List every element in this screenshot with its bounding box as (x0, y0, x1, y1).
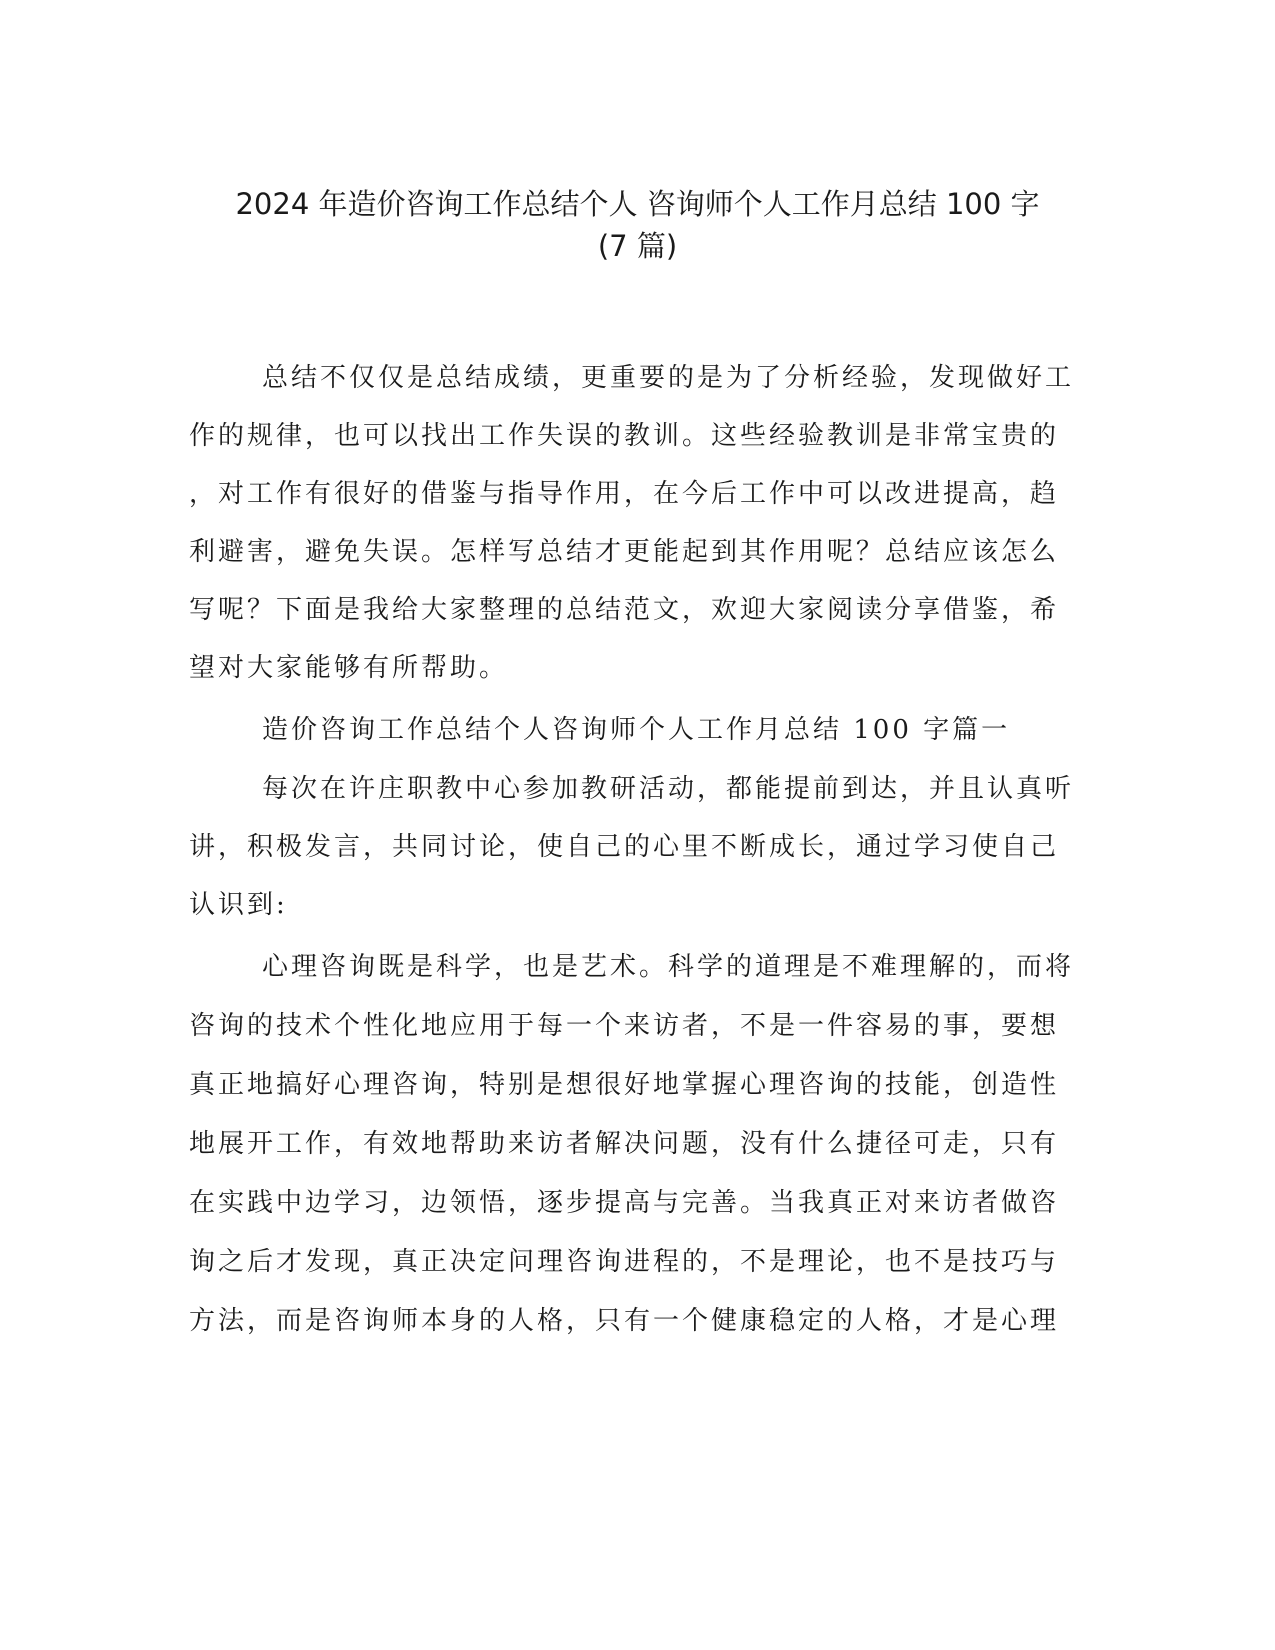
paragraph-line: 心理咨询既是科学，也是艺术。科学的道理是不难理解的，而将 (262, 952, 1075, 982)
paragraph-line: 询之后才发现，真正决定问理咨询进程的，不是理论，也不是技巧与 (189, 1247, 1060, 1277)
intro-line: ，对工作有很好的借鉴与指导作用，在今后工作中可以改进提高，趋 (189, 479, 1060, 509)
intro-line: 利避害，避免失误。怎样写总结才更能起到其作用呢？总结应该怎么 (189, 537, 1060, 567)
document-title-subtitle: (7 篇) (597, 229, 678, 263)
paragraph-line: 方法，而是咨询师本身的人格，只有一个健康稳定的人格，才是心理 (189, 1306, 1060, 1336)
intro-line: 写呢？下面是我给大家整理的总结范文，欢迎大家阅读分享借鉴，希 (189, 595, 1060, 625)
section-heading: 造价咨询工作总结个人咨询师个人工作月总结 100 字篇一 (262, 715, 1011, 745)
paragraph-line: 每次在许庄职教中心参加教研活动，都能提前到达，并且认真听 (262, 774, 1075, 804)
paragraph-line: 真正地搞好心理咨询，特别是想很好地掌握心理咨询的技能，创造性 (189, 1070, 1060, 1100)
paragraph-line: 地展开工作，有效地帮助来访者解决问题，没有什么捷径可走，只有 (189, 1129, 1060, 1159)
paragraph-line: 认识到: (189, 890, 288, 920)
paragraph-line: 讲，积极发言，共同讨论，使自己的心里不断成长，通过学习使自己 (189, 832, 1060, 862)
intro-line: 作的规律，也可以找出工作失误的教训。这些经验教训是非常宝贵的 (189, 421, 1060, 451)
document-title: 2024 年造价咨询工作总结个人 咨询师个人工作月总结 100 字 (235, 187, 1040, 221)
paragraph-line: 在实践中边学习，边领悟，逐步提高与完善。当我真正对来访者做咨 (189, 1188, 1060, 1218)
paragraph-line: 咨询的技术个性化地应用于每一个来访者，不是一件容易的事，要想 (189, 1011, 1060, 1041)
intro-line: 望对大家能够有所帮助。 (189, 653, 509, 683)
intro-line: 总结不仅仅是总结成绩，更重要的是为了分析经验，发现做好工 (262, 363, 1075, 393)
